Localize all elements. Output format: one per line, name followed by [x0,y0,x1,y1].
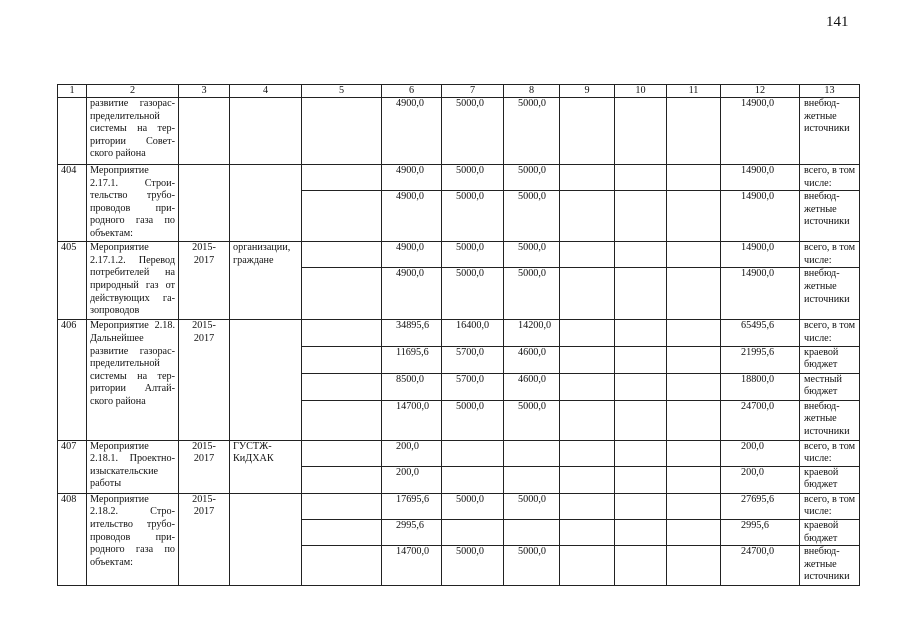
empty-cell [615,98,667,165]
value-cell: 17695,6 [382,493,442,519]
value-cell: 2995,6 [382,519,442,545]
value-cell: 5700,0 [442,373,504,400]
empty-cell [560,440,615,466]
empty-cell [560,466,615,493]
value-cell: 14700,0 [382,546,442,586]
header-cell: 12 [721,85,800,98]
value-cell: 5000,0 [442,546,504,586]
empty-cell [615,346,667,373]
empty-cell [560,400,615,440]
measure-description: Мероприятие 2.18. Дальнейшее развитие газорас-пределительной системы на тер-ритории Алтай-ского района [87,320,179,440]
value-cell: 5000,0 [442,165,504,191]
header-cell: 1 [58,85,87,98]
measure-description: Мероприятие 2.17.1. Строи-тельство трубо-проводов при-родного газа по объектам: [87,165,179,242]
value-cell: 16400,0 [442,320,504,346]
empty-cell [302,268,382,320]
executor-cell [230,165,302,242]
total-cell: 14900,0 [721,165,800,191]
value-cell: 5000,0 [504,546,560,586]
source-cell: местный бюджет [800,373,860,400]
measure-description: развитие газорас-пределительной системы на тер-ритории Совет-ского района [87,98,179,165]
source-cell: всего, в том числе: [800,165,860,191]
empty-cell [302,191,382,242]
header-cell: 4 [230,85,302,98]
empty-cell [667,373,721,400]
value-cell [504,519,560,545]
source-cell: всего, в том числе: [800,242,860,268]
empty-cell [302,519,382,545]
total-cell: 200,0 [721,466,800,493]
value-cell: 4600,0 [504,346,560,373]
period-cell: 2015-2017 [179,242,230,320]
row-index: 406 [58,320,87,440]
value-cell: 5000,0 [504,493,560,519]
value-cell: 14700,0 [382,400,442,440]
empty-cell [560,268,615,320]
value-cell: 4900,0 [382,268,442,320]
row-index: 404 [58,165,87,242]
source-cell: внебюд-жетные источники [800,98,860,165]
empty-cell [302,373,382,400]
value-cell: 4900,0 [382,98,442,165]
value-cell: 5700,0 [442,346,504,373]
empty-cell [667,165,721,191]
value-cell: 8500,0 [382,373,442,400]
value-cell: 4900,0 [382,191,442,242]
empty-cell [560,346,615,373]
value-cell [442,440,504,466]
table-row [58,98,860,165]
row-index: 407 [58,440,87,493]
empty-cell [615,242,667,268]
empty-cell [667,519,721,545]
empty-cell [560,519,615,545]
empty-cell [302,98,382,165]
value-cell: 200,0 [382,440,442,466]
executor-cell [230,493,302,585]
total-cell: 2995,6 [721,519,800,545]
header-cell: 11 [667,85,721,98]
empty-cell [667,440,721,466]
total-cell: 24700,0 [721,546,800,586]
value-cell: 5000,0 [504,98,560,165]
value-cell: 5000,0 [504,191,560,242]
empty-cell [560,320,615,346]
header-cell: 10 [615,85,667,98]
value-cell: 200,0 [382,466,442,493]
empty-cell [667,346,721,373]
empty-cell [560,191,615,242]
total-cell: 18800,0 [721,373,800,400]
empty-cell [615,519,667,545]
period-cell: 2015-2017 [179,320,230,440]
source-cell: внебюд-жетные источники [800,400,860,440]
value-cell: 5000,0 [442,400,504,440]
period-cell: 2015-2017 [179,493,230,585]
source-cell: внебюд-жетные источники [800,191,860,242]
measure-description: Мероприятие 2.18.1. Проектно-изыскательские работы [87,440,179,493]
empty-cell [667,546,721,586]
total-cell: 65495,6 [721,320,800,346]
empty-cell [615,493,667,519]
executor-cell: ГУСТЖ-КиДХАК [230,440,302,493]
empty-cell [302,440,382,466]
empty-cell [615,191,667,242]
empty-cell [302,400,382,440]
table-row [58,440,860,466]
value-cell: 11695,6 [382,346,442,373]
source-cell: краевой бюджет [800,346,860,373]
executor-cell [230,320,302,440]
empty-cell [560,373,615,400]
empty-cell [560,165,615,191]
empty-cell [615,466,667,493]
table-row [58,493,860,519]
empty-cell [302,546,382,586]
header-cell: 9 [560,85,615,98]
empty-cell [615,400,667,440]
value-cell [442,466,504,493]
value-cell: 34895,6 [382,320,442,346]
header-cell: 13 [800,85,860,98]
value-cell: 5000,0 [442,242,504,268]
empty-cell [667,493,721,519]
value-cell: 5000,0 [442,493,504,519]
source-cell: всего, в том числе: [800,440,860,466]
value-cell: 5000,0 [442,191,504,242]
source-cell: всего, в том числе: [800,320,860,346]
measure-description: Мероприятие 2.17.1.2. Перевод потребителей на природный газ от действующих га-зопроводов [87,242,179,320]
total-cell: 14900,0 [721,242,800,268]
period-cell [179,98,230,165]
empty-cell [302,466,382,493]
row-index: 408 [58,493,87,585]
empty-cell [667,191,721,242]
header-cell: 6 [382,85,442,98]
empty-cell [667,466,721,493]
executor-cell [230,98,302,165]
total-cell: 21995,6 [721,346,800,373]
table-row [58,242,860,268]
value-cell: 5000,0 [504,242,560,268]
empty-cell [667,268,721,320]
header-cell: 8 [504,85,560,98]
empty-cell [667,400,721,440]
empty-cell [560,546,615,586]
total-cell: 14900,0 [721,191,800,242]
total-cell: 14900,0 [721,98,800,165]
value-cell: 5000,0 [504,400,560,440]
row-index [58,98,87,165]
empty-cell [615,373,667,400]
value-cell: 5000,0 [442,268,504,320]
total-cell: 200,0 [721,440,800,466]
empty-cell [302,165,382,191]
budget-table [57,84,860,586]
value-cell: 4600,0 [504,373,560,400]
value-cell [504,440,560,466]
value-cell: 5000,0 [504,268,560,320]
executor-cell: организации, граждане [230,242,302,320]
total-cell: 27695,6 [721,493,800,519]
value-cell: 4900,0 [382,165,442,191]
empty-cell [615,440,667,466]
empty-cell [667,242,721,268]
value-cell [442,519,504,545]
value-cell: 14200,0 [504,320,560,346]
empty-cell [615,268,667,320]
table-row [58,320,860,346]
value-cell: 5000,0 [504,165,560,191]
header-cell: 3 [179,85,230,98]
empty-cell [560,98,615,165]
header-cell: 7 [442,85,504,98]
measure-description: Мероприятие 2.18.2. Стро-ительство трубо-проводов при-родного газа по объектам: [87,493,179,585]
period-cell [179,165,230,242]
header-cell: 5 [302,85,382,98]
empty-cell [667,320,721,346]
header-cell: 2 [87,85,179,98]
source-cell: внебюд-жетные источники [800,268,860,320]
empty-cell [560,242,615,268]
total-cell: 14900,0 [721,268,800,320]
empty-cell [302,493,382,519]
empty-cell [667,98,721,165]
empty-cell [615,165,667,191]
table-row [58,165,860,191]
value-cell: 5000,0 [442,98,504,165]
source-cell: краевой бюджет [800,466,860,493]
total-cell: 24700,0 [721,400,800,440]
row-index: 405 [58,242,87,320]
value-cell: 4900,0 [382,242,442,268]
source-cell: краевой бюджет [800,519,860,545]
value-cell [504,466,560,493]
empty-cell [302,346,382,373]
empty-cell [560,493,615,519]
source-cell: всего, в том числе: [800,493,860,519]
empty-cell [302,242,382,268]
period-cell: 2015-2017 [179,440,230,493]
source-cell: внебюд-жетные источники [800,546,860,586]
page-number: 141 [826,14,849,30]
header-row [58,85,860,98]
empty-cell [615,546,667,586]
empty-cell [615,320,667,346]
empty-cell [302,320,382,346]
